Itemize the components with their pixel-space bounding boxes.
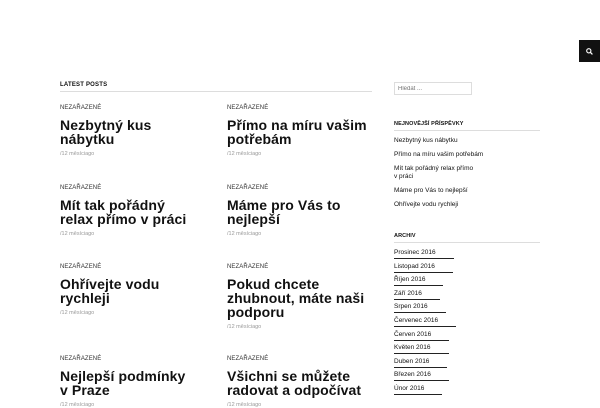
- archive-link[interactable]: Červen 2016: [394, 331, 540, 345]
- post-card: [60, 264, 208, 316]
- widget-title: ARCHIV: [394, 233, 540, 243]
- post-category-link[interactable]: NEZAŘAZENÉ: [60, 264, 102, 270]
- post-date: /12 měsíciago: [60, 231, 95, 237]
- post-card: [227, 105, 375, 157]
- post-card: [227, 185, 375, 237]
- post-category-link[interactable]: NEZAŘAZENÉ: [227, 185, 269, 191]
- post-category-link[interactable]: NEZAŘAZENÉ: [227, 264, 269, 270]
- archive-link[interactable]: Březen 2016: [394, 371, 540, 385]
- post-category-link[interactable]: NEZAŘAZENÉ: [60, 356, 102, 362]
- search-toggle-button[interactable]: [579, 40, 600, 62]
- post-date: /12 měsíciago: [60, 402, 95, 408]
- post-category-link[interactable]: NEZAŘAZENÉ: [227, 356, 269, 362]
- post-date: /12 měsíciago: [227, 402, 262, 408]
- archive-link[interactable]: Říjen 2016: [394, 276, 540, 290]
- post-date: /12 měsíciago: [60, 310, 95, 316]
- post-date: /12 měsíciago: [60, 151, 95, 157]
- archive-list: [394, 249, 540, 399]
- archive-link[interactable]: Srpen 2016: [394, 303, 540, 317]
- post-title-link[interactable]: Mít tak pořádný relax přímo v práci: [60, 197, 187, 227]
- post-card: [227, 264, 375, 330]
- recent-posts-widget: [394, 121, 540, 209]
- post-title-link[interactable]: Všichni se můžete radovat a odpočívat: [227, 368, 362, 398]
- post-date: /12 měsíciago: [227, 324, 262, 330]
- post-title-link[interactable]: Přímo na míru vašim potřebám: [227, 117, 367, 147]
- post-title-link[interactable]: Nezbytný kus nábytku: [60, 117, 152, 147]
- archive-link[interactable]: Listopad 2016: [394, 263, 540, 277]
- post-title-link[interactable]: Máme pro Vás to nejlepší: [227, 197, 341, 227]
- recent-post-link[interactable]: Máme pro Vás to nejlepší: [394, 187, 468, 194]
- recent-post-link[interactable]: Nezbytný kus nábytku: [394, 137, 458, 144]
- search-input[interactable]: [394, 82, 472, 95]
- main-content: [60, 82, 372, 408]
- post-card: [227, 356, 375, 408]
- post-category-link[interactable]: NEZAŘAZENÉ: [227, 105, 269, 111]
- post-category-link[interactable]: NEZAŘAZENÉ: [60, 105, 102, 111]
- post-title-link[interactable]: Pokud chcete zhubnout, máte naši podporu: [227, 276, 365, 320]
- recent-post-link[interactable]: Mít tak pořádný relax přímo v práci: [394, 165, 474, 180]
- post-date: /12 měsíciago: [227, 151, 262, 157]
- recent-post-link[interactable]: Přímo na míru vašim potřebám: [394, 151, 484, 158]
- archive-link[interactable]: Červenec 2016: [394, 317, 540, 331]
- search-icon: [586, 42, 593, 60]
- archive-link[interactable]: Květen 2016: [394, 344, 540, 358]
- recent-posts-list: [394, 137, 540, 209]
- archive-widget: [394, 233, 540, 399]
- post-title-link[interactable]: Nejlepší podmínky v Praze: [60, 368, 186, 398]
- archive-link[interactable]: Duben 2016: [394, 358, 540, 372]
- post-card: [60, 105, 208, 157]
- archive-link[interactable]: Prosinec 2016: [394, 249, 540, 263]
- post-card: [60, 356, 208, 408]
- post-date: /12 měsíciago: [227, 231, 262, 237]
- post-category-link[interactable]: NEZAŘAZENÉ: [60, 185, 102, 191]
- archive-link[interactable]: Únor 2016: [394, 385, 540, 399]
- post-title-link[interactable]: Ohřívejte vodu rychleji: [60, 276, 160, 306]
- post-card: [60, 185, 208, 237]
- section-label: LATEST POSTS: [60, 82, 372, 92]
- recent-post-link[interactable]: Ohřívejte vodu rychleji: [394, 201, 459, 208]
- archive-link[interactable]: Září 2016: [394, 290, 540, 304]
- widget-title: NEJNOVĚJŠÍ PŘÍSPĚVKY: [394, 121, 540, 131]
